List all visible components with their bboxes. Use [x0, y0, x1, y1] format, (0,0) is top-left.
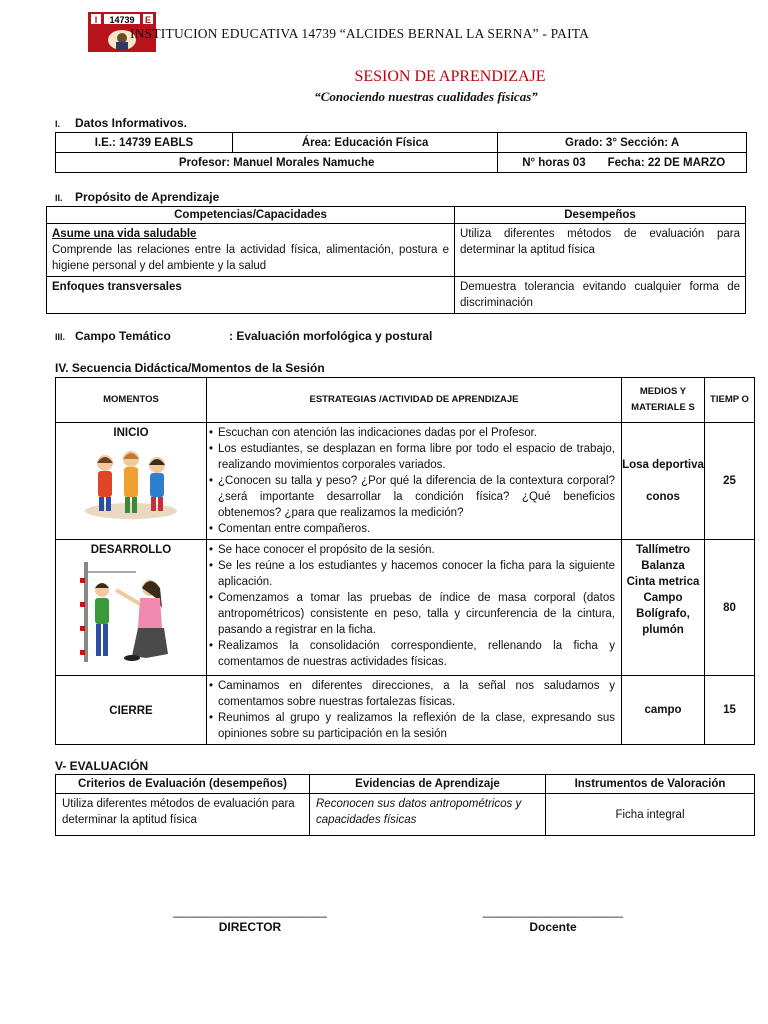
estrategias-header: ESTRATEGIAS /ACTIVIDAD DE APRENDIZAJE: [207, 378, 622, 423]
section-2-heading: [55, 190, 219, 204]
students-illustration: [81, 441, 181, 525]
competencias-header: Competencias/Capacidades: [47, 207, 455, 224]
page-title: SESION DE APRENDIZAJE: [354, 68, 546, 85]
instrumentos-header: Instrumentos de Valoración: [546, 775, 755, 794]
area-cell: Área: Educación Física: [233, 133, 498, 153]
profesor-cell: Profesor: Manuel Morales Namuche: [56, 153, 498, 173]
criterios-header: Criterios de Evaluación (desempeños): [56, 775, 310, 794]
section-4-heading: IV. Secuencia Didáctica/Momentos de la Sesión: [55, 361, 325, 375]
competencia-cell: [47, 224, 455, 277]
medio-item: Bolígrafo, plumón: [636, 608, 690, 636]
medios-cell: [622, 540, 705, 676]
docente-label: Docente: [529, 920, 577, 934]
secuencia-table: [55, 377, 755, 745]
datos-informativos-table: [55, 132, 747, 173]
section-2-label: Propósito de Aprendizaje: [75, 190, 220, 204]
list-item: • Se les reúne a los estudiantes y hacemos conocer la ficha para la siguiente aplicación.: [209, 558, 615, 590]
tiempo-cell: 15: [705, 676, 755, 745]
medio-item: Cinta metrica: [626, 576, 700, 588]
director-signature-line: _______________________: [173, 904, 327, 918]
page-subtitle: “Conociendo nuestras cualidades físicas”: [314, 89, 538, 104]
logo-number: 14739: [109, 15, 135, 25]
section-3-number: III.: [55, 332, 66, 342]
campo-tematico-value: : Evaluación morfológica y postural: [229, 329, 433, 343]
grado-cell: Grado: 3° Sección: A: [498, 133, 747, 153]
docente-signature-line: _____________________: [482, 904, 624, 918]
proposito-table: [46, 206, 746, 314]
desempeno-cell: Utiliza diferentes métodos de evaluación para determinar la aptitud física: [455, 224, 746, 277]
medios-header: MEDIOS Y MATERIALE S: [622, 378, 705, 423]
evaluacion-table: [55, 774, 755, 836]
table-row: [56, 676, 755, 745]
tiempo-cell: 25: [705, 423, 755, 540]
competencia-text: Comprende las relaciones entre la actividad física, alimentación, postura e higiene personal y del ambiente y la salud: [52, 244, 449, 272]
section-5-heading: V- EVALUACIÓN: [55, 759, 149, 773]
horas-fecha-cell: [498, 153, 747, 173]
actividad-cell: [207, 540, 622, 676]
table-row: [56, 423, 755, 540]
section-1-number: I.: [55, 119, 61, 129]
section-3-heading: [55, 329, 171, 343]
medio-item: conos: [646, 491, 680, 503]
medios-cell: campo: [622, 676, 705, 745]
tiempo-cell: 80: [705, 540, 755, 676]
medio-item: Campo: [643, 592, 683, 604]
list-item: • Caminamos en diferentes direcciones, a la señal nos saludamos y comentamos sobre nuestras fortalezas físicas.: [209, 678, 615, 710]
momento-cell: CIERRE: [56, 676, 207, 745]
momento-label: DESARROLLO: [90, 544, 172, 556]
enfoques-text: Demuestra tolerancia evitando cualquier forma de discriminación: [455, 277, 746, 314]
ie-cell: I.E.: 14739 EABLS: [56, 133, 233, 153]
desempenos-header: Desempeños: [455, 207, 746, 224]
actividad-cell: [207, 676, 622, 745]
medio-spacer: [622, 473, 704, 489]
measurement-illustration: [76, 558, 186, 668]
medio-item: Tallímetro: [635, 544, 691, 556]
list-item: • Los estudiantes, se desplazan en forma libre por todo el espacio de trabajo, realizando movimientos corporales variados.: [209, 441, 615, 473]
school-name: INSTITUCION EDUCATIVA 14739 “ALCIDES BERNAL LA SERNA” - PAITA: [130, 26, 590, 41]
instrumento-cell: Ficha integral: [546, 794, 755, 836]
fecha-value: Fecha: 22 DE MARZO: [607, 156, 726, 169]
medio-item: Losa deportiva: [622, 459, 704, 471]
enfoques-label: Enfoques transversales: [47, 277, 455, 314]
tiempo-header: TIEMP O: [705, 378, 755, 423]
list-item: • Realizamos la consolidación correspondiente, rellenando la ficha y comentamos de nuestras actividades físicas.: [209, 638, 615, 670]
list-item: • Reunimos al grupo y realizamos la reflexión de la clase, expresando sus opiniones sobre su participación en la sesión: [209, 710, 615, 742]
list-item: • Comentan entre compañeros.: [209, 521, 615, 537]
list-item: • ¿Conocen su talla y peso? ¿Por qué la diferencia de la contextura corporal? ¿será importante desarrollar la condición física? ¿Qué beneficios obtenemos? ¿para que realizamos la medición?: [209, 473, 615, 521]
section-2-number: II.: [55, 193, 63, 203]
actividad-cell: [207, 423, 622, 540]
momento-cell: [56, 423, 207, 540]
horas-value: N° horas 03: [522, 156, 586, 169]
competencia-title: Asume una vida saludable: [52, 228, 197, 240]
section-1-label: Datos Informativos.: [75, 116, 188, 130]
list-item: • Escuchan con atención las indicaciones dadas por el Profesor.: [209, 425, 615, 441]
momentos-header: MOMENTOS: [56, 378, 207, 423]
evidencia-cell: Reconocen sus datos antropométricos y capacidades físicas: [310, 794, 546, 836]
evidencias-header: Evidencias de Aprendizaje: [310, 775, 546, 794]
list-item: • Se hace conocer el propósito de la sesión.: [209, 542, 615, 558]
momento-label: INICIO: [113, 427, 149, 439]
medio-item: Balanza: [641, 560, 685, 572]
criterio-cell: Utiliza diferentes métodos de evaluación para determinar la aptitud física: [56, 794, 310, 836]
section-1-heading: [55, 116, 187, 130]
logo-letter-e: E: [144, 15, 152, 25]
director-label: DIRECTOR: [218, 920, 282, 934]
table-row: [56, 540, 755, 676]
list-item: • Comenzamos a tomar las pruebas de índice de masa corporal (datos antropométricos) consistente en peso, talla y circunferencia de la cintura, pasando a registrar en la ficha.: [209, 590, 615, 638]
logo-letter-i: I: [94, 15, 98, 25]
section-3-label: Campo Temático: [75, 329, 171, 343]
medios-cell: [622, 423, 705, 540]
momento-cell: [56, 540, 207, 676]
